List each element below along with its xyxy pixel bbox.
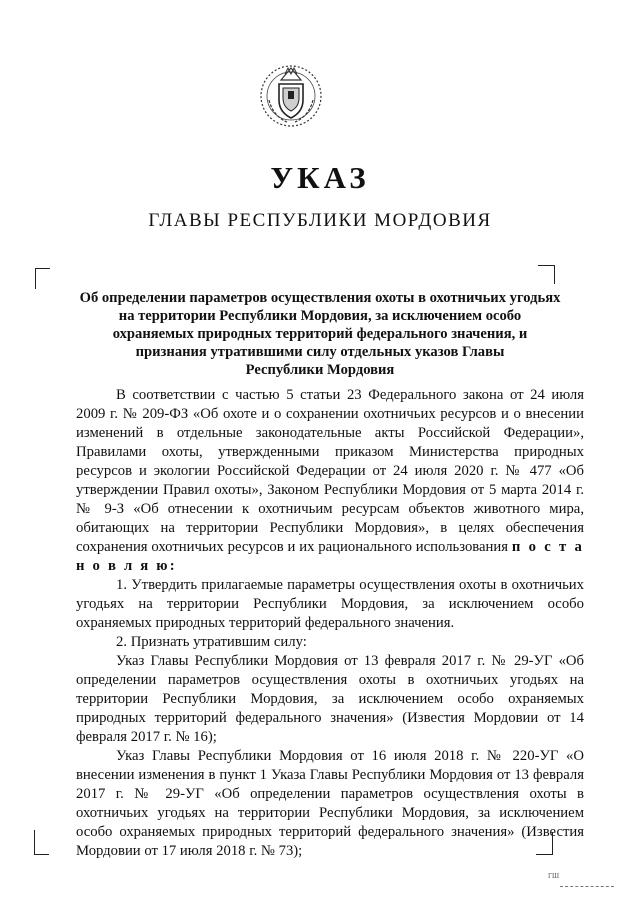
corner-mark-bottom-right	[536, 832, 553, 855]
decree-heading	[60, 289, 580, 379]
corner-mark-top-right	[538, 265, 555, 284]
heading-line: на территории Республики Мордовия, за исключением особо	[118, 308, 522, 324]
decree-body	[76, 386, 584, 861]
corner-mark-bottom-left	[34, 830, 49, 855]
paragraph-preamble	[76, 386, 584, 576]
decree-word: п о с т а н о в л я ю:	[76, 539, 585, 574]
footer-dashes	[560, 886, 614, 887]
paragraph-repealed-decree-2: Указ Главы Республики Мордовия от 16 июля 2018 г. № 220-УГ «О внесении изменения в пункт 1 Указа Главы Республики Мордовия от 13 февраля 2017 г. № 29-УГ «Об определении параметров осуществления охоты в охотничьих угодьях на территории Республики Мордовия, за исключением особо охраняемых природных территорий федерального значения» (Известия Мордовии от 17 июля 2018 г. № 73);	[76, 748, 584, 859]
document-title: УКАЗ	[270, 160, 370, 195]
heading-line: охраняемых природных территорий федерального значения, и	[112, 326, 528, 342]
corner-mark-top-left	[35, 268, 50, 289]
heading-line: Республики Мордовия	[245, 362, 395, 378]
paragraph-item-2: 2. Признать утратившим силу:	[116, 634, 307, 650]
paragraph-item-1: 1. Утвердить прилагаемые параметры осуществления охоты в охотничьих угодьях на территории Республики Мордовия, за исключением особо охраняемых природных территорий федерального значения.	[76, 577, 584, 631]
preamble-text: В соответствии с частью 5 статьи 23 Федерального закона от 24 июля 2009 г. № 209-ФЗ «Об охоте и о сохранении охотничьих ресурсов и о внесении изменений в отдельные законодательные акты Российской Федерации», Правилами охоты, утвержденными приказом Министерства природных ресурсов и экологии Российской Федерации от 24 июля 2020 г. № 477 «Об утверждении Правил охоты», Законом Республики Мордовия от 5 марта 2014 г. № 9-З «Об отнесении к охотничьим ресурсам объектов животного мира, обитающих на территории Республики Мордовия», в целях обеспечения сохранения охотничьих ресурсов и их рационального использования	[76, 387, 584, 555]
heading-line: признания утратившими силу отдельных указов Главы	[135, 344, 505, 360]
paragraph-repealed-decree-1: Указ Главы Республики Мордовия от 13 февраля 2017 г. № 29-УГ «Об определении параметров осуществления охоты в охотничьих угодьях на территории Республики Мордовия, за исключением особо охраняемых природных территорий федерального значения» (Известия Мордовии от 14 февраля 2017 г. № 16);	[76, 653, 584, 745]
coat-of-arms-emblem-icon	[255, 58, 327, 130]
document-subtitle: ГЛАВЫ РЕСПУБЛИКИ МОРДОВИЯ	[148, 210, 492, 231]
heading-line: Об определении параметров осуществления охоты в охотничьих угодьях	[79, 290, 561, 306]
footer-stamp: ГШ	[548, 872, 560, 880]
